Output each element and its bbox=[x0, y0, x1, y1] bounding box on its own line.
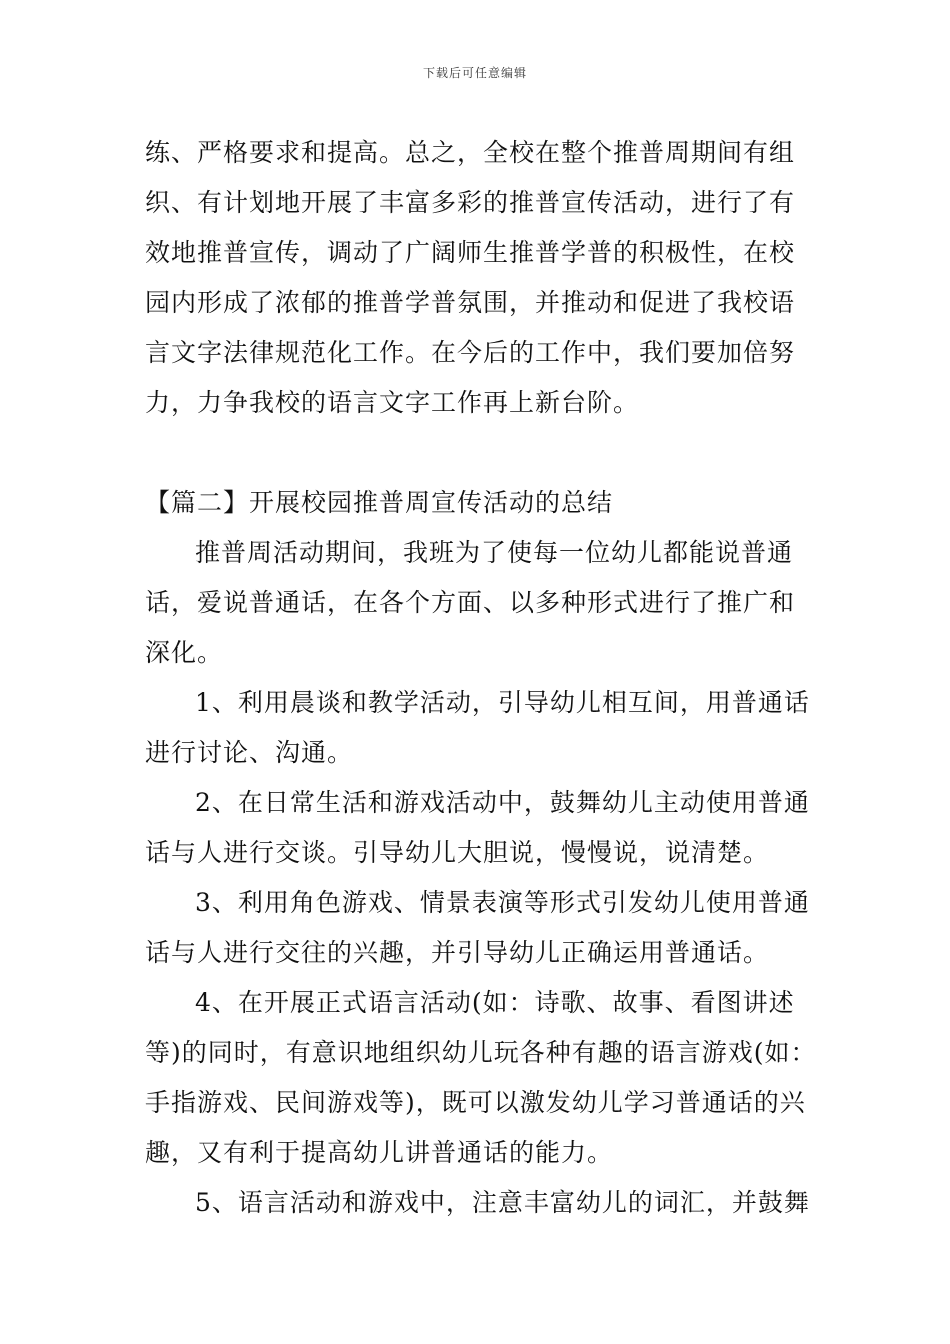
list-item bbox=[145, 878, 810, 978]
text-line: 1、利用晨谈和教学活动，引导幼儿相互间，用普通话 bbox=[195, 688, 810, 717]
text-line: 等)的同时，有意识地组织幼儿玩各种有趣的语言游戏(如： bbox=[145, 1038, 817, 1067]
text-line: 园内形成了浓郁的推普学普氛围，并推动和促进了我校语 bbox=[145, 288, 796, 317]
text-line: 言文字法律规范化工作。在今后的工作中，我们要加倍努 bbox=[145, 338, 796, 367]
list-item bbox=[145, 778, 810, 878]
paragraph-gap bbox=[145, 428, 810, 478]
text-line: 效地推普宣传，调动了广阔师生推普学普的积极性，在校 bbox=[145, 238, 796, 267]
text-line: 进行讨论、沟通。 bbox=[145, 738, 354, 767]
text-line: 深化。 bbox=[145, 638, 224, 667]
text-line: 练、严格要求和提高。总之，全校在整个推普周期间有组 bbox=[145, 138, 796, 167]
text-line: 话，爱说普通话，在各个方面、以多种形式进行了推广和 bbox=[145, 588, 796, 617]
text-line: 2、在日常生活和游戏活动中，鼓舞幼儿主动使用普通 bbox=[195, 788, 810, 817]
document-body bbox=[145, 128, 817, 1228]
list-item bbox=[145, 678, 810, 778]
paragraph-intro bbox=[145, 528, 810, 678]
text-line: 力，力争我校的语言文字工作再上新台阶。 bbox=[145, 388, 640, 417]
text-line: 趣，又有利于提高幼儿讲普通话的能力。 bbox=[145, 1138, 614, 1167]
text-line: 话与人进行交往的兴趣，并引导幼儿正确运用普通话。 bbox=[145, 938, 770, 967]
text-line: 话与人进行交谈。引导幼儿大胆说，慢慢说，说清楚。 bbox=[145, 838, 770, 867]
text-line: 推普周活动期间，我班为了使每一位幼儿都能说普通 bbox=[195, 538, 794, 567]
text-line: 4、在开展正式语言活动(如：诗歌、故事、看图讲述 bbox=[195, 988, 795, 1017]
text-line: 3、利用角色游戏、情景表演等形式引发幼儿使用普通 bbox=[195, 888, 810, 917]
list-item bbox=[145, 1178, 810, 1228]
list-item bbox=[145, 978, 817, 1178]
section-heading: 【篇二】开展校园推普周宣传活动的总结 bbox=[145, 488, 614, 517]
text-line: 手指游戏、民间游戏等)，既可以激发幼儿学习普通话的兴 bbox=[145, 1088, 806, 1117]
text-line: 织、有计划地开展了丰富多彩的推普宣传活动，进行了有 bbox=[145, 188, 796, 217]
text-line: 5、语言活动和游戏中，注意丰富幼儿的词汇，并鼓舞 bbox=[195, 1188, 810, 1217]
paragraph-summary bbox=[145, 128, 810, 428]
page-header-note: 下载后可任意编辑 bbox=[422, 66, 527, 80]
